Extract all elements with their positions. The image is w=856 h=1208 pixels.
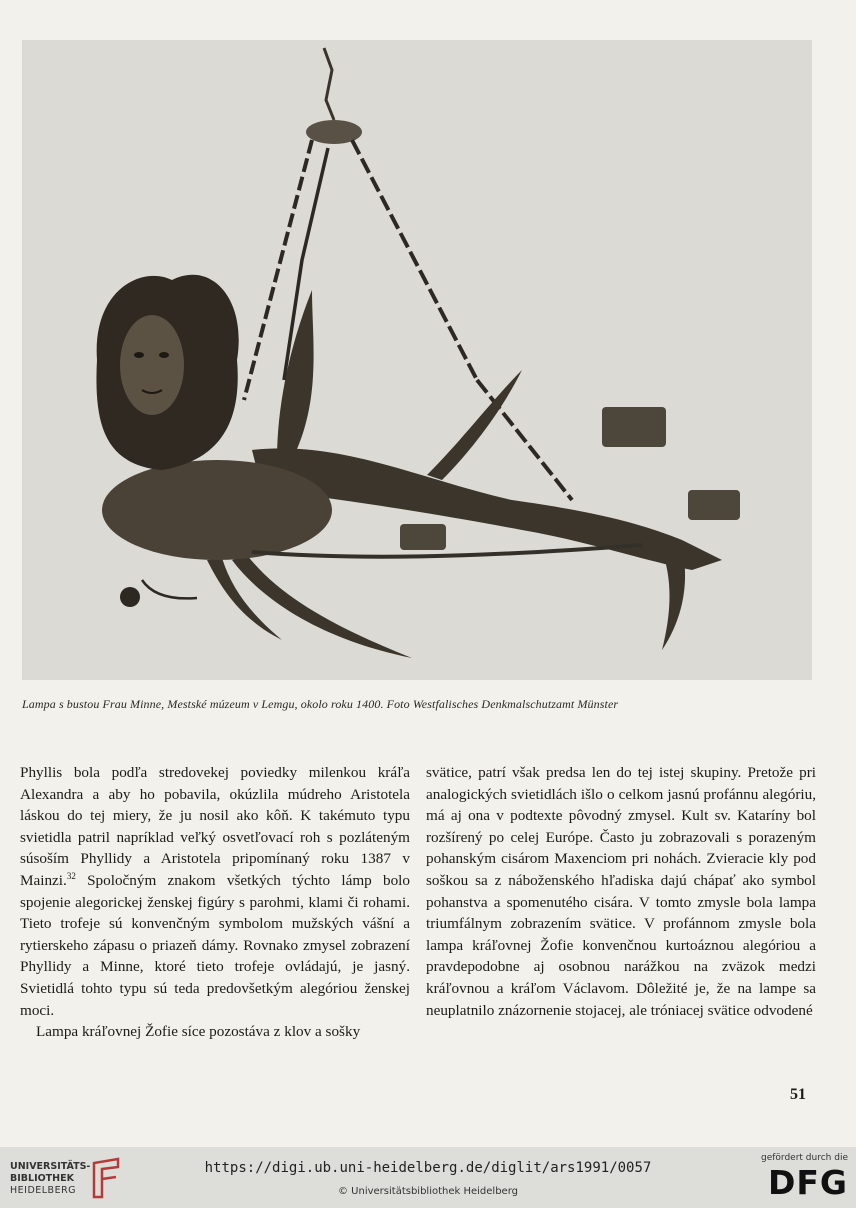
page-number: 51 (790, 1086, 806, 1103)
logo-text-line: UNIVERSITÄTS- (10, 1161, 91, 1172)
paragraph: Lampa kráľovnej Žofie síce pozostáva z klov a sošky (36, 1023, 361, 1041)
page-url-link[interactable]: https://digi.ub.uni-heidelberg.de/diglit/ars1991/0057 (204, 1160, 652, 1176)
antler-chandelier-photo (22, 40, 812, 680)
viewer-footer (0, 1147, 856, 1208)
text-column-right (426, 762, 816, 1021)
footnote-reference[interactable]: 32 (66, 870, 76, 881)
dfg-logo: DFG (767, 1163, 848, 1202)
text-column-left (20, 762, 410, 1043)
paragraph (20, 762, 410, 1021)
logo-text-line: BIBLIOTHEK (10, 1173, 74, 1184)
paragraph-text-continued: Spoločným znakom všetkých týchto lámp bolo spojenie alegorickej ženskej figúry s parohmi, klami či rohami. Tieto trofeje sú konvenčným symbolom mužských vášní a rytierskeho zápasu o priazeň dámy. Rovnako zmysel zobrazení Phyllidy a Minne, ktoré tieto trofeje ovládajú, je jasný. Svietidlá tohto typu sú teda predovšetkým alegóriou ženskej moci. (20, 871, 410, 1019)
photo-caption: Lampa s bustou Frau Minne, Mestské múzeum v Lemgu, okolo roku 1400. Foto Westfalisches Denkmalschutzamt Münster (22, 697, 619, 711)
copyright-notice: © Universitätsbibliothek Heidelberg (337, 1186, 518, 1197)
paragraph-text: Phyllis bola podľa stredovekej poviedky milenkou kráľa Alexandra a aby ho pobavila, okúzlila múdreho Aristotela láskou do tej miery, že ju nosil ako kôň. K takémuto typu svietidla patril napríklad veľký osvetľovací roh s pozláteným súsoším Phyllidy a Aristotela pripomínaný roku 1387 v Mainzi. (20, 764, 410, 889)
paragraph: svätice, patrí však predsa len do tej istej skupiny. Pretože pri analogických svietidlách išlo o celkom jasnú profánnu alegóriu, má aj ona v podtexte pôvodný zmysel. Kult sv. Kataríny bol rozšírený po celej Európe. Často ju zobrazovali s porazeným pohanským cisárom Maxenciom pri nohách. Zvieracie kly pod soškou sa z náboženského hľadiska dajú chápať ako symbol pohanstva a spomenutého cisára. V tomto zmysle bola lampa triumfálnym zobrazením svätice. V profánnom zmysle bola lampa kráľovnej Žofie konvenčnou kurtoáznou alegóriou a pravdepodobne aj osobnou narážkou na zväzok medzi kráľovnou a kráľom Václavom. Dôležité je, že na lampe sa neuplatnilo znázornenie stojacej, ale tróniacej svätice odvodené (426, 764, 816, 1019)
sponsor-block[interactable] (752, 1153, 848, 1203)
sponsor-text: gefördert durch die (761, 1153, 848, 1163)
artwork-photo (22, 40, 812, 680)
logo-text-line: HEIDELBERG (10, 1185, 77, 1196)
